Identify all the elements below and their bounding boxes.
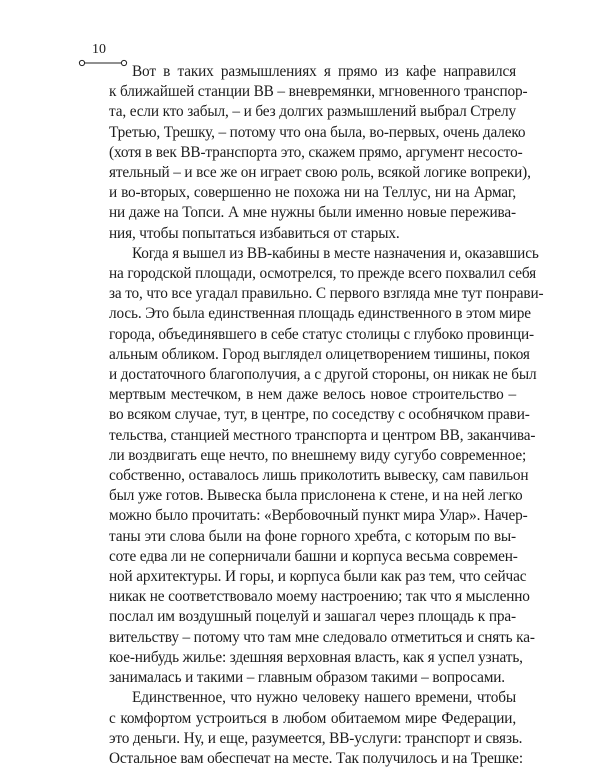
text-line: (хотя в век ВВ-транспорта это, скажем прямо, аргумент несосто- bbox=[109, 143, 523, 161]
text-line: и во-вторых, совершенно не похожа ни на Теллус, ни на Армаг, bbox=[109, 184, 516, 202]
text-line: Третью, Трешку, – потому что она была, во-первых, очень далеко bbox=[109, 123, 526, 141]
rule-circle-left bbox=[79, 60, 84, 65]
page-number: 10 bbox=[92, 42, 106, 57]
text-line: ной архитектуры. И горы, и корпуса были как раз тем, что сейчас bbox=[109, 568, 527, 586]
text-line: послал им воздушный поцелуй и зашагал через площадь к пра- bbox=[109, 608, 516, 626]
text-line: за то, что все угадал правильно. С первого взгляда мне тут понрави- bbox=[109, 285, 544, 303]
paragraph bbox=[86, 244, 544, 688]
text-line: занималась и такими – главным образом такими – вопросами. bbox=[109, 669, 505, 687]
text-line: ни даже на Топси. А мне нужны были именно новые пережива- bbox=[109, 204, 516, 222]
paragraph bbox=[86, 62, 531, 244]
text-line: тельства, станцией местного транспорта и центром ВВ, заканчива- bbox=[109, 426, 536, 444]
text-line: лось. Это была единственная площадь единственного в этом мире bbox=[109, 305, 531, 323]
text-line: мертвым местечком, в нем даже велось новое строительство – bbox=[109, 386, 516, 404]
text-line: можно было прочитать: «Вербовочный пункт мира Улар». Начер- bbox=[109, 507, 528, 525]
text-line: Единственное, что нужно человеку нашего времени, чтобы bbox=[132, 689, 516, 707]
text-line: альным обликом. Город выглядел олицетворением тишины, покоя bbox=[109, 345, 530, 363]
text-line: на городской площади, осмотрелся, то прежде всего похвалил себя bbox=[109, 265, 536, 283]
text-line: и достаточного благополучия, а с другой стороны, он никак не был bbox=[109, 366, 537, 384]
text-line: ятельный – и все же он играет свою роль, всякой логике вопреки), bbox=[109, 164, 531, 182]
text-line: во всяком случае, тут, в центре, по соседству с особнячком прави- bbox=[109, 406, 530, 424]
text-line: был уже готов. Вывеска была прислонена к стене, и на ней легко bbox=[109, 487, 523, 505]
text-line: собственно, оставалось лишь приколотить вывеску, сам павильон bbox=[109, 467, 529, 485]
text-line: ли воздвигать еще нечто, по внешнему виду сугубо современное; bbox=[109, 446, 527, 464]
text-line: никак не соответствовало моему настроению; так что я мысленно bbox=[109, 588, 530, 606]
text-line: с комфортом устроиться в любом обитаемом мире Федерации, bbox=[109, 709, 516, 727]
paragraph bbox=[86, 688, 523, 769]
text-line: Остальное вам обеспечат на месте. Так получилось и на Трешке: bbox=[109, 749, 523, 767]
text-line: ния, чтобы попытаться избавиться от старых. bbox=[109, 224, 400, 242]
body-text bbox=[86, 62, 544, 769]
text-line: таны эти слова были на фоне горного хребта, с которым по вы- bbox=[109, 527, 516, 545]
text-line: города, объединявшего в себе статус столицы с глубоко провинци- bbox=[109, 325, 534, 343]
text-line: вительству – потому что там мне следовало отметиться и снять ка- bbox=[109, 628, 535, 646]
text-line: Когда я вышел из ВВ-кабины в месте назначения и, оказавшись bbox=[132, 244, 539, 262]
text-line: к ближайшей станции ВВ – вневремянки, мгновенного транспор- bbox=[109, 83, 528, 101]
text-line: та, если кто забыл, – и без долгих размышлений выбрал Стрелу bbox=[109, 103, 516, 121]
text-line: кое-нибудь жилье: здешняя верховная власть, как я успел узнать, bbox=[109, 648, 523, 666]
text-line: Вот в таких размышлениях я прямо из кафе направился bbox=[132, 63, 516, 80]
text-line: соте едва ли не соперничали башни и корпуса весьма современ- bbox=[109, 547, 518, 565]
text-line: это деньги. Ну, и еще, разумеется, ВВ-услуги: транспорт и связь. bbox=[109, 729, 523, 747]
